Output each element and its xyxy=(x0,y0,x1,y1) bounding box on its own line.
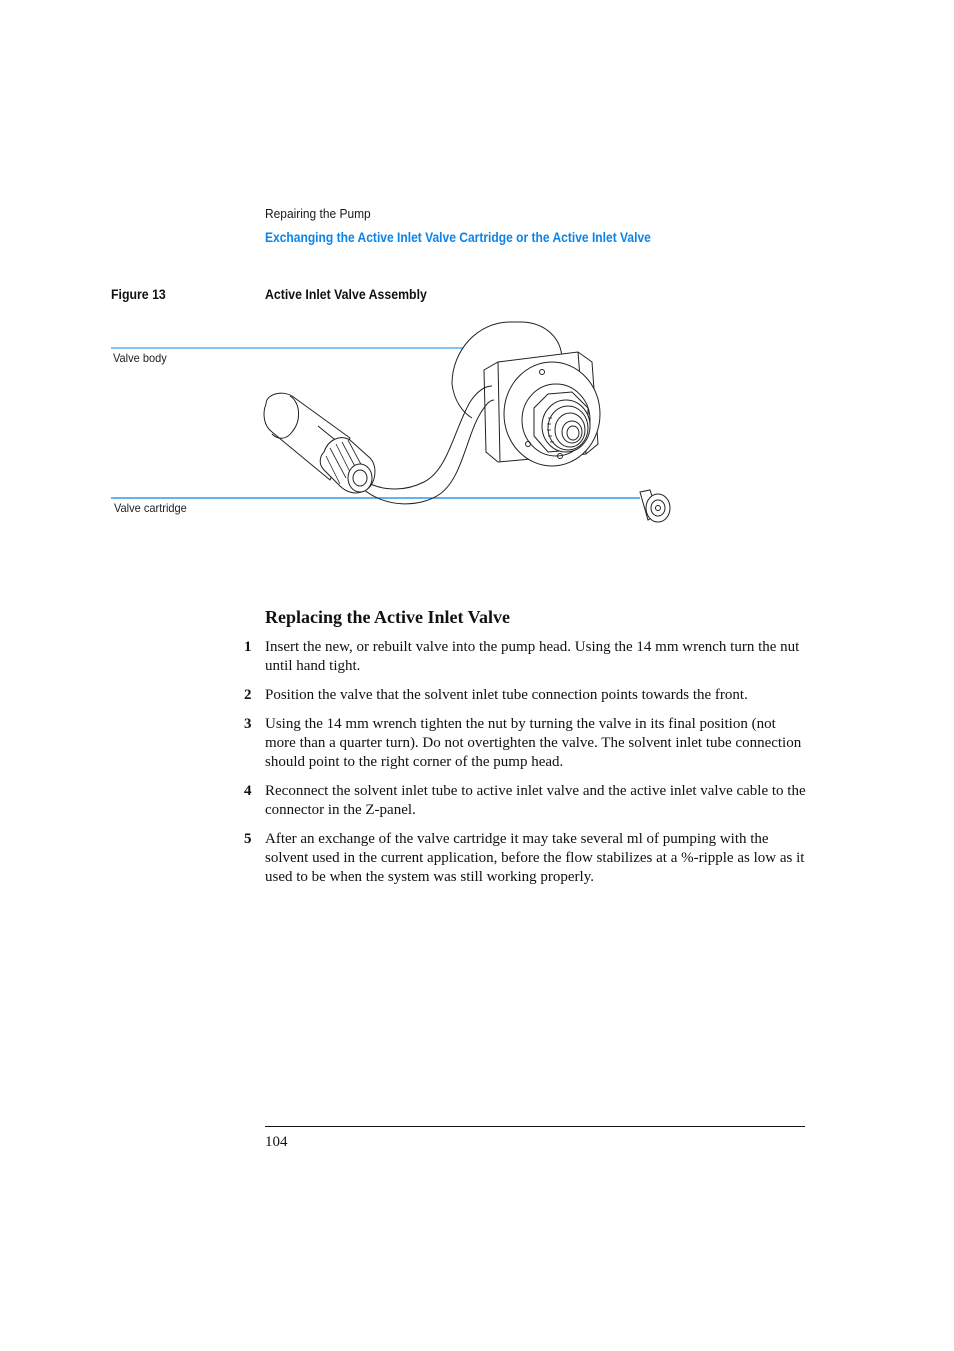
step-text: After an exchange of the valve cartridge it may take several ml of pumping with the solvent used in the current application, before the flow stabilizes at a %-ripple as low as it used to be when the system was still working properly. xyxy=(265,831,805,885)
figure-title: Active Inlet Valve Assembly xyxy=(265,286,427,302)
step-number: 2 xyxy=(244,687,252,703)
procedure-step xyxy=(244,715,806,772)
valve-cartridge-drawing xyxy=(640,490,670,522)
callout-valve-body: Valve body xyxy=(113,351,167,365)
step-text: Position the valve that the solvent inlet tube connection points towards the front. xyxy=(265,687,748,703)
step-number: 4 xyxy=(244,783,252,799)
step-number: 5 xyxy=(244,831,252,847)
callout-valve-cartridge: Valve cartridge xyxy=(114,501,187,515)
procedure-step xyxy=(244,830,806,887)
figure-label: Figure 13 xyxy=(111,286,166,302)
valve-assembly-illustration xyxy=(0,0,954,560)
procedure-step xyxy=(244,782,806,820)
procedure-step xyxy=(244,638,806,676)
page-number: 104 xyxy=(265,1134,288,1150)
header-topic-title: Exchanging the Active Inlet Valve Cartridge or the Active Inlet Valve xyxy=(265,229,651,245)
valve-cable-drawing xyxy=(356,386,494,504)
valve-body-drawing xyxy=(452,322,600,466)
procedure-step xyxy=(244,686,806,705)
step-text: Reconnect the solvent inlet tube to active inlet valve and the active inlet valve cable to the connector in the Z-panel. xyxy=(265,783,806,818)
step-text: Using the 14 mm wrench tighten the nut by turning the valve in its final position (not more than a quarter turn). Do not overtighten the valve. The solvent inlet tube connection should point to the right corner of the pump head. xyxy=(265,716,802,770)
step-text: Insert the new, or rebuilt valve into the pump head. Using the 14 mm wrench turn the nut until hand tight. xyxy=(265,639,800,674)
header-section-title: Repairing the Pump xyxy=(265,206,371,221)
procedure-steps xyxy=(244,638,806,897)
step-number: 3 xyxy=(244,716,252,732)
footer-rule xyxy=(265,1126,805,1127)
step-number: 1 xyxy=(244,639,252,655)
section-heading: Replacing the Active Inlet Valve xyxy=(265,607,510,627)
cable-connector-drawing xyxy=(264,393,375,493)
